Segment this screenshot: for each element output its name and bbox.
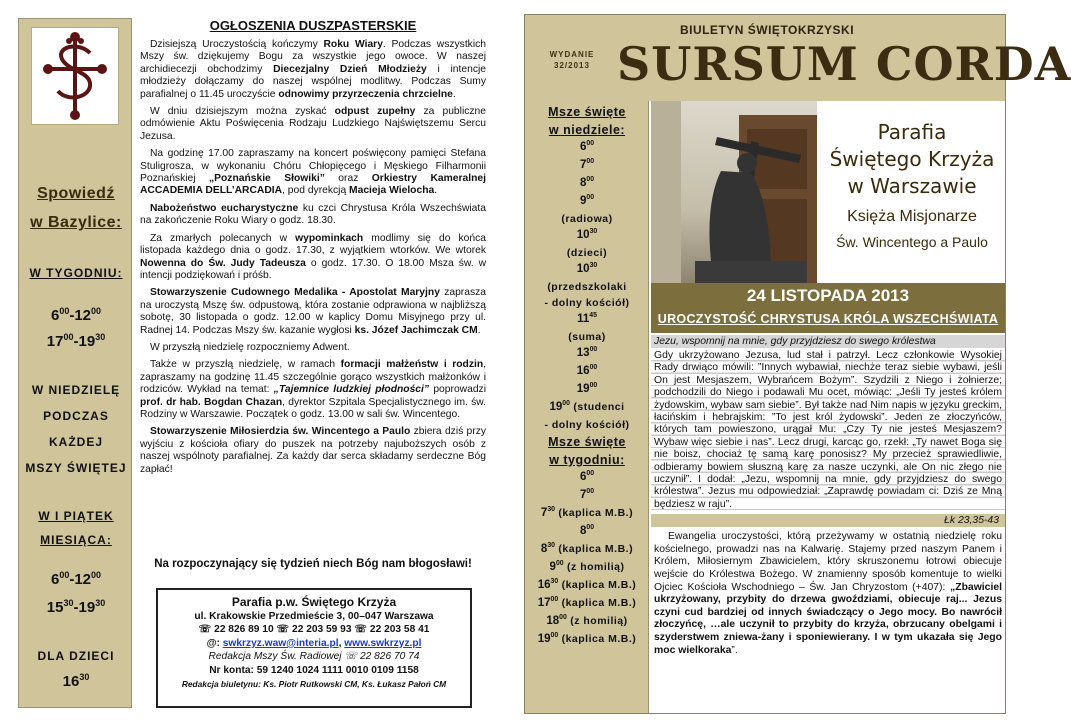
announcement-5: Za zmarłych polecanych w wypominkach modlimy się do końca listopada każdego dnia o godz. 17.30, z wyjątkiem wtorków. We wtorek Nowenna do Św. Judy Tadeusza o godz. 17.30. O 18.00 Msza św. w intencji podziękowań i próśb. xyxy=(140,232,487,281)
radio-contact: Redakcja Mszy Św. Radiowej ☏ 22 826 70 74 xyxy=(208,651,420,663)
parish-line-2: Świętego Krzyża xyxy=(829,147,995,171)
mass-time: $7^{00}$ xyxy=(579,488,595,501)
parish-info xyxy=(821,119,1003,254)
contact-web: @: swkrzyz.waw@interia.pl, www.swkrzyz.pl xyxy=(206,637,422,649)
website-link[interactable]: www.swkrzyz.pl xyxy=(344,637,422,649)
during-label: PODCZAS xyxy=(43,409,109,423)
announcement-4: Nabożeństwo eucharystyczne ku czci Chrystusa Króla Wszechświata na zakończenie Roku Wiary o godz. 18.30. xyxy=(140,202,486,227)
statue-illustration xyxy=(651,101,817,283)
sunday-label: W NIEDZIELĘ xyxy=(31,383,121,397)
masthead xyxy=(525,15,1071,101)
announcement-8: Także w przyszłą niedzielę, w ramach formacji małżeństw i rodzin, zapraszamy na godzinę 11.45 szczególnie gorąco wszystkich małżonków i rodziców. Wykład na temat: „Tajemnice ludzkiej płodności” poprowadzi prof. dr hab. Bogdan Chazan, dyrektor Szpitala Specjalistycznego im. św. Rodziny w Warszawie. Początek o godz. 13.00 w sali św. Wincentego. xyxy=(140,359,486,420)
mass-time: $7^{30}$ (kaplica M.B.) xyxy=(540,506,634,519)
children-label: DLA DZIECI xyxy=(37,649,115,663)
first-friday-label: W I PIĄTEK xyxy=(38,509,114,523)
feast-line: UROCZYSTOŚĆ CHRYSTUSA KRÓLA WSZECHŚWIATA xyxy=(657,312,999,326)
mass-note: - dolny kościół) xyxy=(544,419,630,431)
each-label: KAŻDEJ xyxy=(48,435,103,449)
parish-line-3: w Warszawie xyxy=(847,174,977,198)
announcement-9: Stowarzyszenie Miłosierdzia św. Wincentego a Paulo zbiera dziś przy wyjściu z kościoła ofiary do puszek na potrzeby najuboższych osób z naszej wspólnoty parafialnej. Za każdy dar serca składamy serdeczne Bóg zapłać! xyxy=(140,426,486,475)
fleur-cross-icon xyxy=(38,31,112,121)
mass-time: $19^{00}$ xyxy=(576,382,598,395)
homily-text: Ewangelia uroczystości, którą przeżywamy w ostatnią niedzielę roku kościelnego, prowadzi nas na Kalwarię. Stajemy przed naszym Panem i Królem, Miłosiernym Zbawicielem, który skruszonemu łotrowi obiecuje wejście do Królestwa Bożego. W znamienny sposób komentuje to wielki Ojciec Kościoła Wschodniego – Św. Jan Chryzostom (+407): „Zbawiciel ukrzyżowany, przybity do drzewa gwoździami, obiecuje raj... Jezus czyni cud bardziej od innych świadczący o Jego mocy. Bo nawrócił złoczyńcę, …ale uczynił to przybity do krzyża, obrzucany obelgami i szyderstwem zniewa-żany i sponiewierany. I w tym ukazała się Jego moc wielkoraka”. xyxy=(654,531,1002,656)
cross-logo xyxy=(31,27,119,125)
weekday-masses-heading-2: w tygodniu: xyxy=(549,453,625,467)
mass-time: $11^{45}$ xyxy=(577,312,597,325)
announcement-2: W dniu dzisiejszym można zyskać odpust zupełny za publiczne odmówienie Aktu Poświęcenia Rodzaju Ludzkiego Najświętszemu Sercu Jezusa. xyxy=(140,106,486,142)
mass-time: $8^{30}$ (kaplica M.B.) xyxy=(540,542,634,555)
bank-account: Nr konta: 59 1240 1024 1111 0010 0109 1158 xyxy=(209,664,419,676)
mass-time: $10^{30}$ xyxy=(576,228,598,241)
contact-address: ul. Krakowskie Przedmieście 3, 00–047 Warszawa xyxy=(194,610,434,622)
friday-hours-1: $6^{00}-12^{00}$ xyxy=(50,570,102,588)
weekday-label: W TYGODNIU: xyxy=(29,266,123,280)
sunday-masses-heading-1: Msze święte xyxy=(548,105,626,119)
mass-time: $19^{00}$ (kaplica M.B.) xyxy=(537,632,637,645)
mass-time: $16^{00}$ xyxy=(576,364,598,377)
weekday-hours-1: $6^{00}-12^{00}$ xyxy=(50,306,102,324)
mass-time: $8^{00}$ xyxy=(579,176,595,189)
sunday-masses-heading-2: w niedziele: xyxy=(548,123,626,137)
announcement-1: Dzisiejszą Uroczystością kończymy Roku Wiary. Podczas wszystkich Mszy św. dziękujemy Bogu za wszystkie jego owoce. W naszej archidiecezji obchodzimy Diecezjalny Dzień Młodzieży i intencje młodzieży dołączamy do naszej wspólnej modlitwy. Podczas Sumy parafialnej o 11.45 uroczyście odnowimy przyrzeczenia chrzcielne. xyxy=(140,39,486,100)
announcements-column xyxy=(140,18,486,708)
announcement-3: Na godzinę 17.00 zapraszamy na koncert poświęcony pamięci Stefana Stuligrosza, w wykonaniu Chóru Chłopięcego i Męskiego Filharmonii Poznańskiej „Poznańskie Słowiki” oraz Orkiestry Kameralnej ACCADEMIA DELL’ARCADIA, pod dyrekcją Macieja Wielocha. xyxy=(140,148,486,197)
bulletin-subtitle: BIULETYN ŚWIĘTOKRZYSKI xyxy=(679,23,855,37)
bulletin-name: SURSUM CORDA xyxy=(617,37,1071,91)
mass-note: - dolny kościół) xyxy=(544,297,630,309)
mass-time: $19^{00}$ (studenci xyxy=(549,400,625,413)
mass-note: (przedszkolaki xyxy=(547,281,627,293)
parish-line-4: Księża Misjonarze xyxy=(847,208,977,225)
mass-time: $10^{30}$ xyxy=(576,262,598,275)
mass-time: $6^{00}$ xyxy=(579,140,595,153)
date-banner xyxy=(651,283,1005,333)
announcement-7: W przyszłą niedzielę rozpoczniemy Adwent. xyxy=(150,341,350,353)
friday-hours-2: $15^{30}-19^{30}$ xyxy=(46,598,106,616)
announcements-title: OGŁOSZENIA DUSZPASTERSKIE xyxy=(209,18,417,33)
date-line: 24 LISTOPADA 2013 xyxy=(746,286,910,305)
announcement-6: Stowarzyszenie Cudownego Medalika - Apostolat Maryjny zaprasza na uroczystą Mszę św. odpustową, która zostanie odprawiona w najbliższą sobotę, 30 listopada o godz. 12.00 w kaplicy Domu Misyjnego przy ul. Radnej 14. Podczas Mszy św. kazanie wygłosi ks. Józef Jachimczak CM. xyxy=(140,287,486,336)
mass-label: MSZY ŚWIĘTEJ xyxy=(25,461,127,475)
bulletin-front-page xyxy=(524,14,1071,714)
mass-time: $8^{00}$ xyxy=(579,524,595,537)
gospel-text: Gdy ukrzyżowano Jezusa, lud stał i patrzył. Lecz członkowie Wysokiej Rady drwiąco mówili: ”Innych wybawiał, niechże teraz siebie wybawi, jeśli On jest Mesjaszem, Wybrańcem Bożym”. Szydzili z Niego i żołnierze; podchodzili do Niego i podawali Mu ocet, mówiąc: „Jeśli Ty jesteś królem żydowskim, wybaw sam siebie”. Był także nad Nim napis w języku greckim, łacińskim i hebrajskim: ”To jest król żydowski”. Jeden ze złoczyńców, których tam powieszono, urągał Mu: „Czy Ty nie jesteś Mesjaszem? Wybaw więc siebie i nas”. Lecz drugi, karcąc go, rzekł: „Ty nawet Boga się nie boisz, chociaż tę samą karę ponosisz? My przecież sprawiedliwie, odbieramy bowiem słuszną karę za nasze uczynki, ale On nic złego nie uczynił”. I dodał: „Jezu, wspomnij na mnie, gdy przyjdziesz do swego królestwa”. Jezus mu odpowiedział: „Zaprawdę powiadam ci: Dziś ze Mną będziesz w raju”. xyxy=(651,349,1005,512)
weekday-masses-heading-1: Msze święte xyxy=(548,435,626,449)
mass-note: (radiowa) xyxy=(561,213,613,225)
mass-time: $18^{00}$ (z homilią) xyxy=(546,614,628,627)
children-hours: $16^{30}$ xyxy=(62,672,90,690)
gospel-section xyxy=(651,335,1005,657)
blessing-line: Na rozpoczynający się tydzień niech Bóg nam błogosławi! xyxy=(154,558,472,570)
confession-title-2: w Bazylice: xyxy=(30,214,122,231)
parish-line-5: Św. Wincentego a Paulo xyxy=(836,234,988,250)
mass-time: $6^{00}$ xyxy=(579,470,595,483)
gospel-reference: Łk 23,35-43 xyxy=(651,514,1005,527)
parish-line-1: Parafia xyxy=(877,120,947,144)
month-label: MIESIĄCA: xyxy=(40,533,112,547)
gospel-lead: Jezu, wspomnij na mnie, gdy przyjdziesz do swego królestwa xyxy=(651,335,1005,348)
mass-time: $13^{00}$ xyxy=(576,346,598,359)
mass-note: (suma) xyxy=(568,331,606,343)
christ-carrying-cross-photo xyxy=(651,101,817,283)
mass-time: $17^{00}$ (kaplica M.B.) xyxy=(537,596,637,609)
mass-time: $9^{00}$ xyxy=(579,194,595,207)
mass-schedule xyxy=(525,101,649,713)
issue-number: WYDANIE 32/2013 xyxy=(549,50,595,70)
weekday-hours-2: $17^{00}-19^{30}$ xyxy=(46,332,106,350)
contact-title: Parafia p.w. Świętego Krzyża xyxy=(231,595,397,609)
editors: Redakcja biuletynu: Ks. Piotr Rutkowski CM, Ks. Łukasz Pałoń CM xyxy=(181,678,447,689)
email-link[interactable]: swkrzyz.waw@interia.pl xyxy=(222,637,339,649)
mass-note: (dzieci) xyxy=(566,247,608,259)
mass-time: $7^{00}$ xyxy=(579,158,595,171)
confession-sidebar xyxy=(18,18,132,708)
mass-time: $16^{30}$ (kaplica M.B.) xyxy=(537,578,637,591)
contact-box xyxy=(156,588,472,708)
mass-time: $9^{00}$ (z homilią) xyxy=(549,560,625,573)
confession-title-1: Spowiedź xyxy=(37,185,115,202)
contact-phones: ☏ 22 826 89 10 ☏ 22 203 59 93 ☏ 22 203 58 41 xyxy=(198,624,430,636)
